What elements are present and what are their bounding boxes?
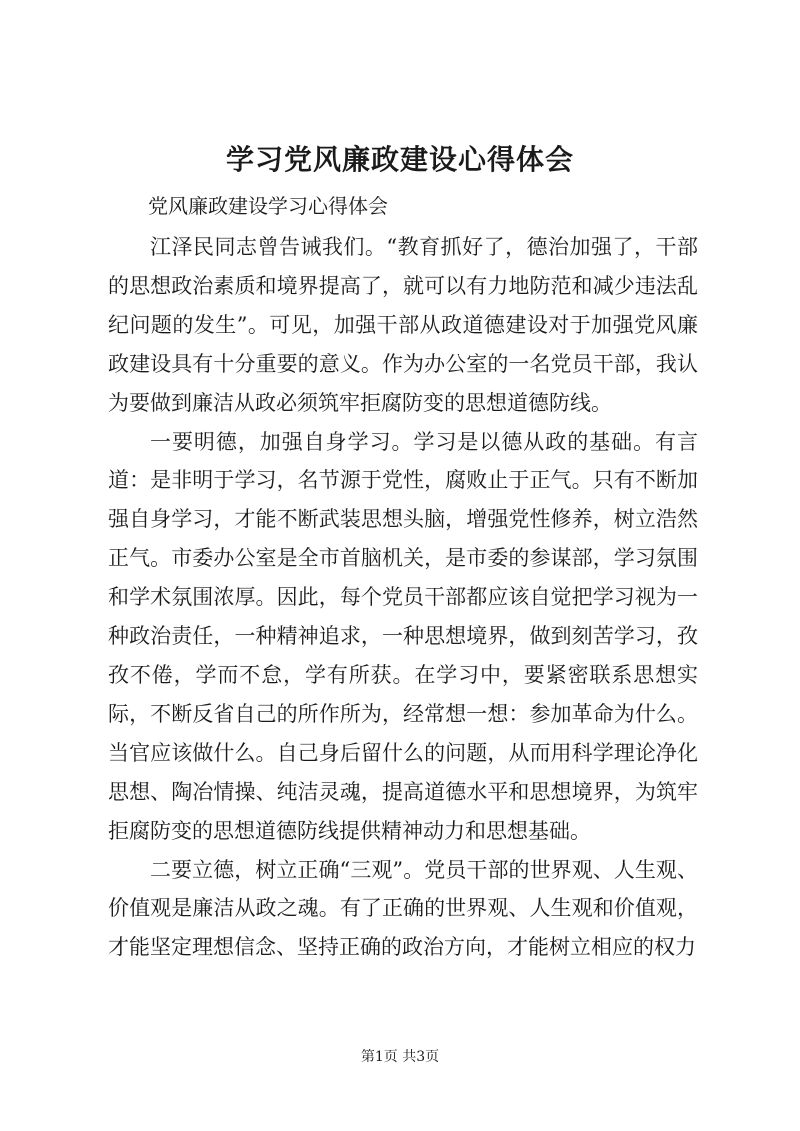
document-body <box>108 228 698 967</box>
paragraph-3: 二要立德，树立正确“三观”。党员干部的世界观、人生观、价值观是廉洁从政之魂。有了正确的世界观、人生观和价值观，才能坚定理想信念、坚持正确的政治方向，才能树立相应的权力 <box>108 857 698 960</box>
paragraph-2: 一要明德，加强自身学习。学习是以德从政的基础。有言道：是非明于学习，名节源于党性，腐败止于正气。只有不断加强自身学习，才能不断武装思想头脑，增强党性修养，树立浩然正气。市委办公室是全市首脑机关，是市委的参谋部，学习氛围和学术氛围浓厚。因此，每个党员干部都应该自觉把学习视为一种政治责任，一种精神追求，一种思想境界，做到刻苦学习，孜孜不倦，学而不怠，学有所获。在学习中，要紧密联系思想实际，不断反省自己的所作所为，经常想一想：参加革命为什么。当官应该做什么。自己身后留什么的问题，从而用科学理论净化思想、陶冶情操、纯洁灵魂，提高道德水平和思想境界，为筑牢拒腐防变的思想道德防线提供精神动力和思想基础。 <box>108 429 698 843</box>
paragraph-1: 江泽民同志曾告诫我们。“教育抓好了，德治加强了，干部的思想政治素质和境界提高了，就可以有力地防范和减少违法乱纪问题的发生”。可见，加强干部从政道德建设对于加强党风廉政建设具有十分重要的意义。作为办公室的一名党员干部，我认为要做到廉洁从政必须筑牢拒腐防变的思想道德防线。 <box>108 235 698 415</box>
document-subtitle: 党风廉政建设学习心得体会 <box>148 194 388 218</box>
document-title: 学习党风廉政建设心得体会 <box>225 143 574 176</box>
page-footer: 第1页 共3页 <box>360 1049 440 1065</box>
